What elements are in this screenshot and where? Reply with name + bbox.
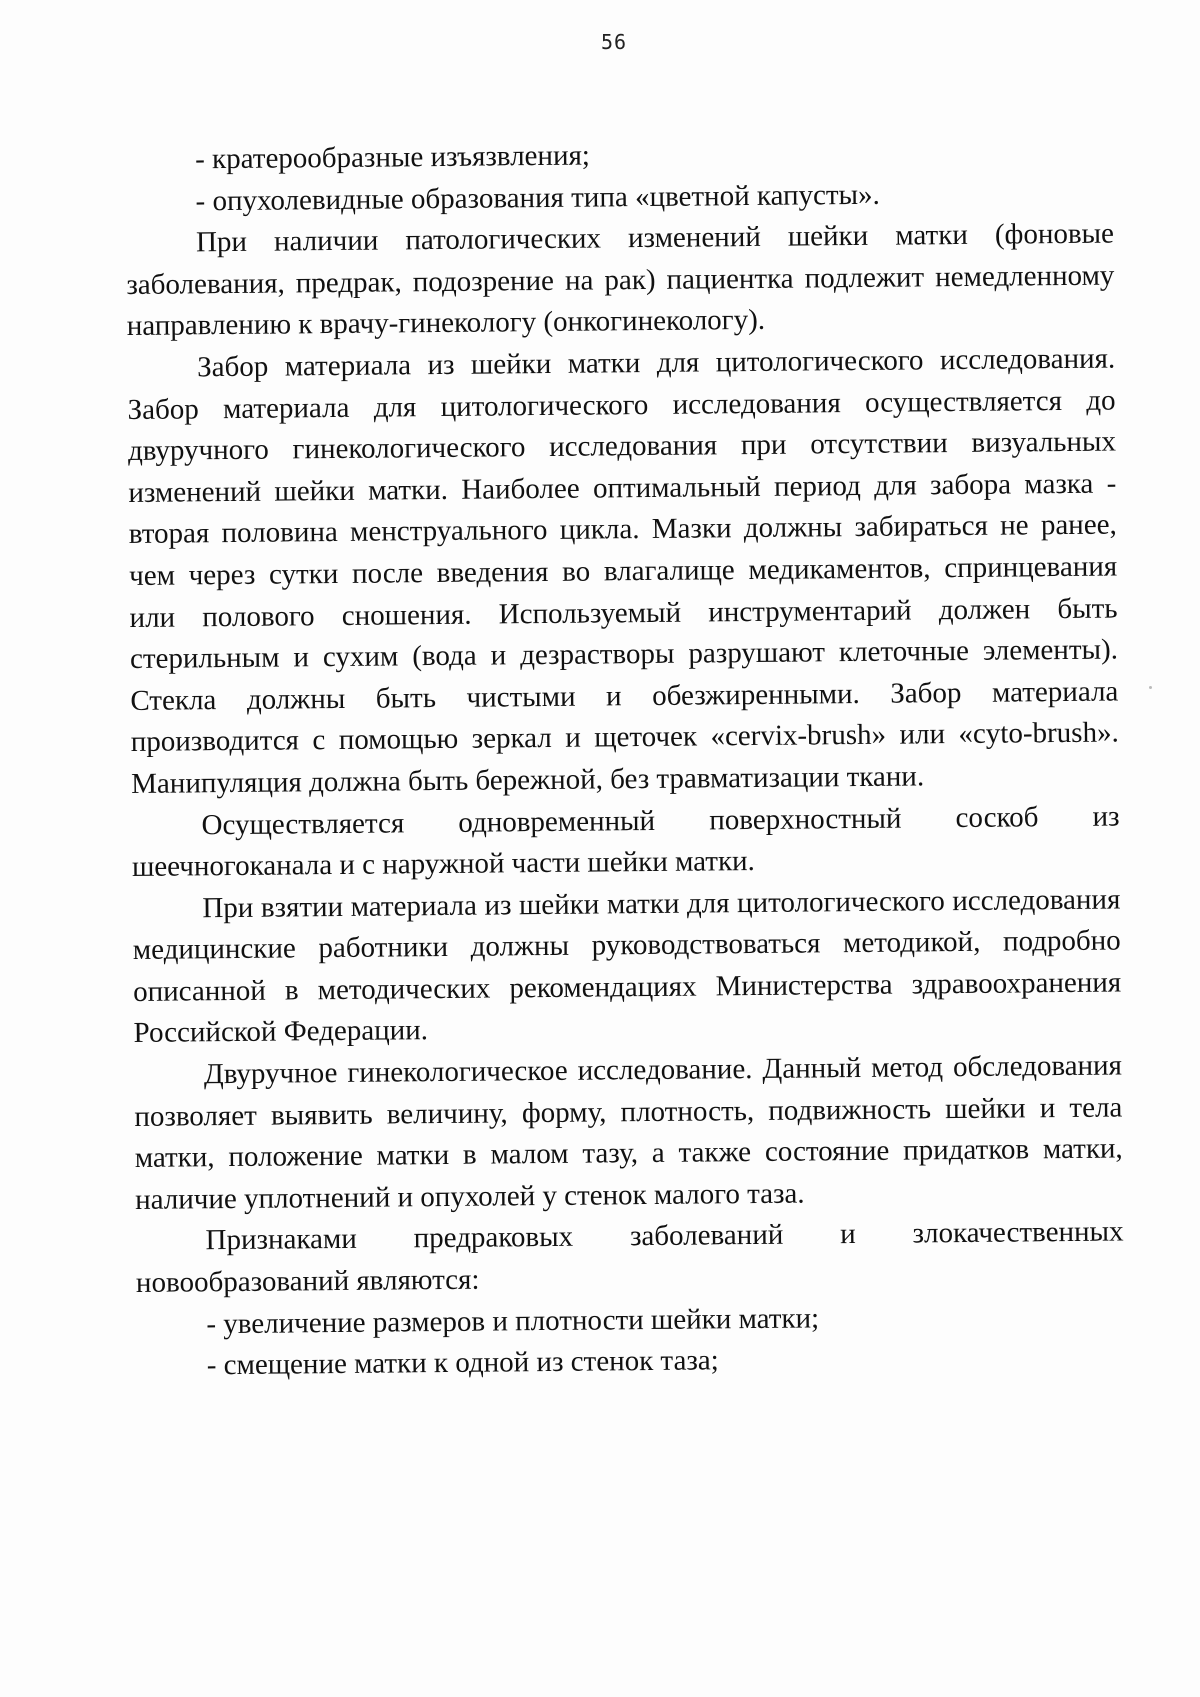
paragraph-sampling: Забор материала из шейки матки для цитологического исследования. Забор материала для цитологического исследования осуществляется до двуручного гинекологического исследования при отсутствии визуальных изменений шейки матки. Наиболее оптимальный период для забора мазка - вторая половина менструального цикла. Мазки должны забираться не ранее, чем через сутки после введения во влагалище медикаментов, спринцевания или полового сношения. Используемый инструментарий должен быть стерильным и сухим (вода и дезрастворы разрушают клеточные элементы). Стекла должны быть чистыми и обезжиренными. Забор материала производится с помощью зеркал и щеточек «cervix-brush» или «cyto-brush». Манипуляция должна быть бережной, без травматизации ткани. (127, 342, 1119, 800)
list-item-enlargement: - увеличение размеров и плотности шейки матки; (206, 1302, 820, 1340)
paragraph-signs-heading: Признаками предраковых заболеваний и злокачественных новообразований являются: (135, 1215, 1124, 1299)
document-body (125, 131, 1125, 1388)
paragraph-methodology: При взятии материала из шейки матки для цитологического исследования медицинские работники должны руководствоваться методикой, подробно описанной в методических рекомендациях Министерства здравоохранения Российской Федерации. (132, 883, 1122, 1050)
paragraph-referral: При наличии патологических изменений шейки матки (фоновые заболевания, предрак, подозрение на рак) пациентка подлежит немедленному направлению к врачу-гинекологу (онкогинекологу). (126, 217, 1115, 343)
paragraph-bimanual-exam: Двуручное гинекологическое исследование. Данный метод обследования позволяет выявить величину, форму, плотность, подвижность шейки и тела матки, положение матки в малом тазу, а также состояние придатков матки, наличие уплотнений и опухолей у стенок малого таза. (134, 1049, 1123, 1216)
list-item-cauliflower: - опухолевидные образования типа «цветной капусты». (195, 178, 880, 217)
list-item-displacement: - смещение матки к одной из стенок таза; (206, 1344, 719, 1382)
scan-artifact (1149, 686, 1152, 689)
paragraph-scraping: Осуществляется одновременный поверхностный соскоб из шеечногоканала и с наружной части шейки матки. (131, 799, 1120, 884)
list-item-craters: - кратерообразные изъязвления; (195, 139, 591, 176)
page-number: 56 (600, 30, 628, 54)
